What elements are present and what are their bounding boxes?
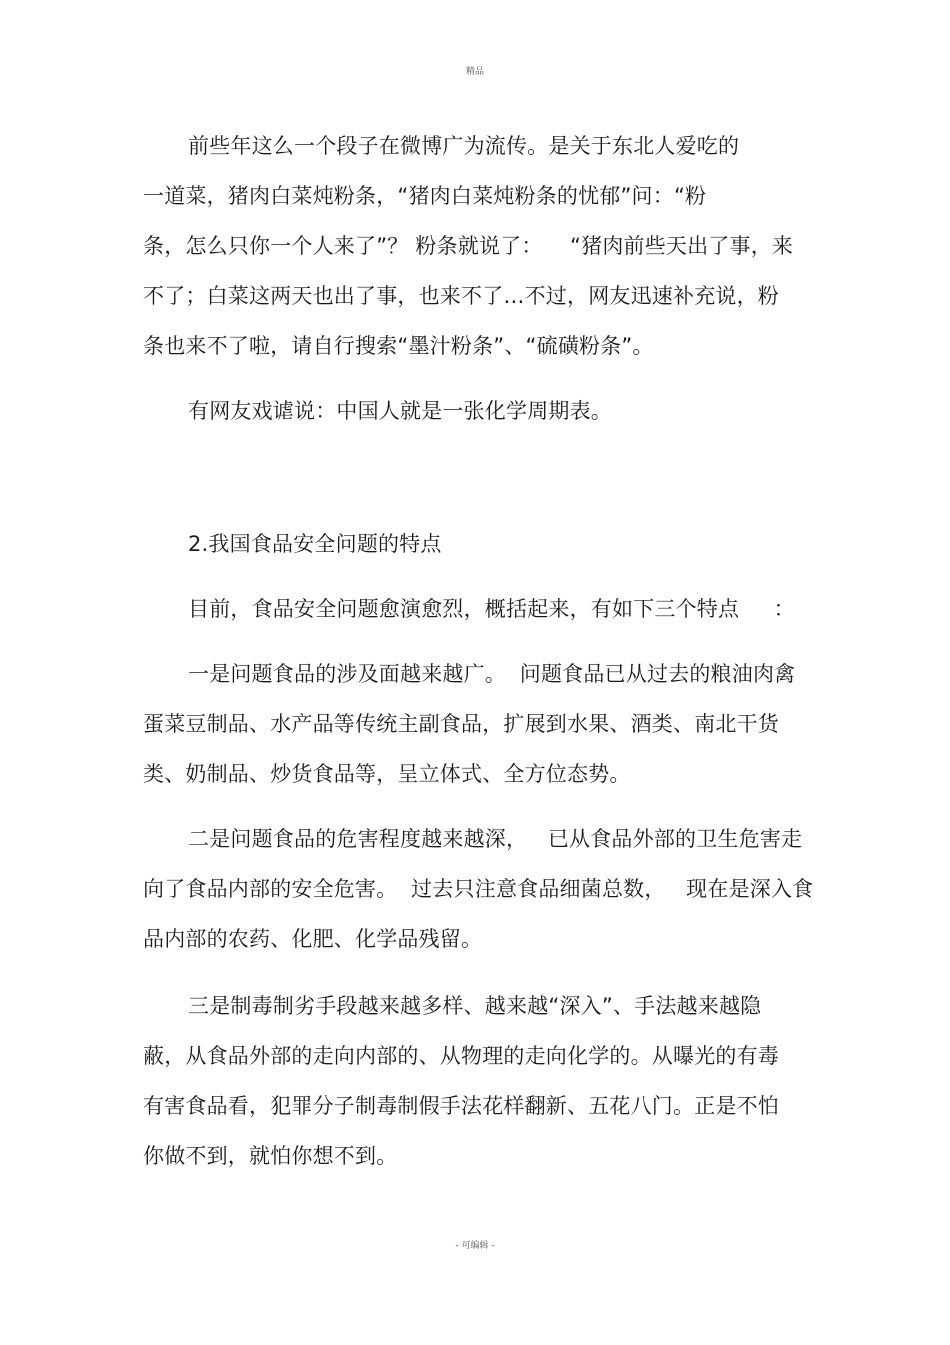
text-line: 前些年这么一个段子在微博广为流传。是关于东北人爱吃的 [188, 134, 740, 158]
text-line: 不了；白菜这两天也出了事，也来不了…不过，网友迅速补充说，粉 [143, 284, 779, 308]
text-line: 类、奶制品、炒货食品等，呈立体式、全方位态势。 [143, 762, 631, 786]
header-watermark: 精品 [465, 67, 484, 77]
text-line: 有害食品看，犯罪分子制毒制假手法花样翻新、五花八门。正是不怕 [143, 1094, 779, 1118]
text-line: 品内部的农药、化肥、化学品残留。 [143, 927, 483, 951]
section-title: 2.我国食品安全问题的特点 [188, 532, 442, 556]
footer-watermark: - 可编辑 - [455, 1241, 495, 1251]
text-line: 三是制毒制劣手段越来越多样、越来越“深入”、手法越来越隐 [188, 994, 762, 1018]
text-line: 条，怎么只你一个人来了”？ 粉条就说了： “猪肉前些天出了事，来 [143, 234, 794, 258]
text-line: 你做不到，就怕你想不到。 [143, 1144, 398, 1168]
text-line: 向了食品内部的安全危害。 过去只注意食品细菌总数， 现在是深入食 [143, 877, 814, 901]
text-line: 二是问题食品的危害程度越来越深， 已从食品外部的卫生危害走 [188, 827, 803, 851]
text-line: 目前，食品安全问题愈演愈烈，概括起来，有如下三个特点 ： [188, 597, 795, 621]
text-line: 有网友戏谑说：中国人就是一张化学周期表。 [188, 399, 612, 423]
text-line: 蛋菜豆制品、水产品等传统主副食品，扩展到水果、酒类、南北干货 [143, 712, 779, 736]
text-line: 一道菜，猪肉白菜炖粉条，“猪肉白菜炖粉条的忧郁”问：“粉 [143, 184, 707, 208]
text-line: 一是问题食品的涉及面越来越广。 问题食品已从过去的粮油肉禽 [188, 662, 796, 686]
text-line: 条也来不了啦，请自行搜索“墨汁粉条”、“硫磺粉条”。 [143, 334, 654, 358]
text-line: 蔽，从食品外部的走向内部的、从物理的走向化学的。从曝光的有毒 [143, 1044, 779, 1068]
